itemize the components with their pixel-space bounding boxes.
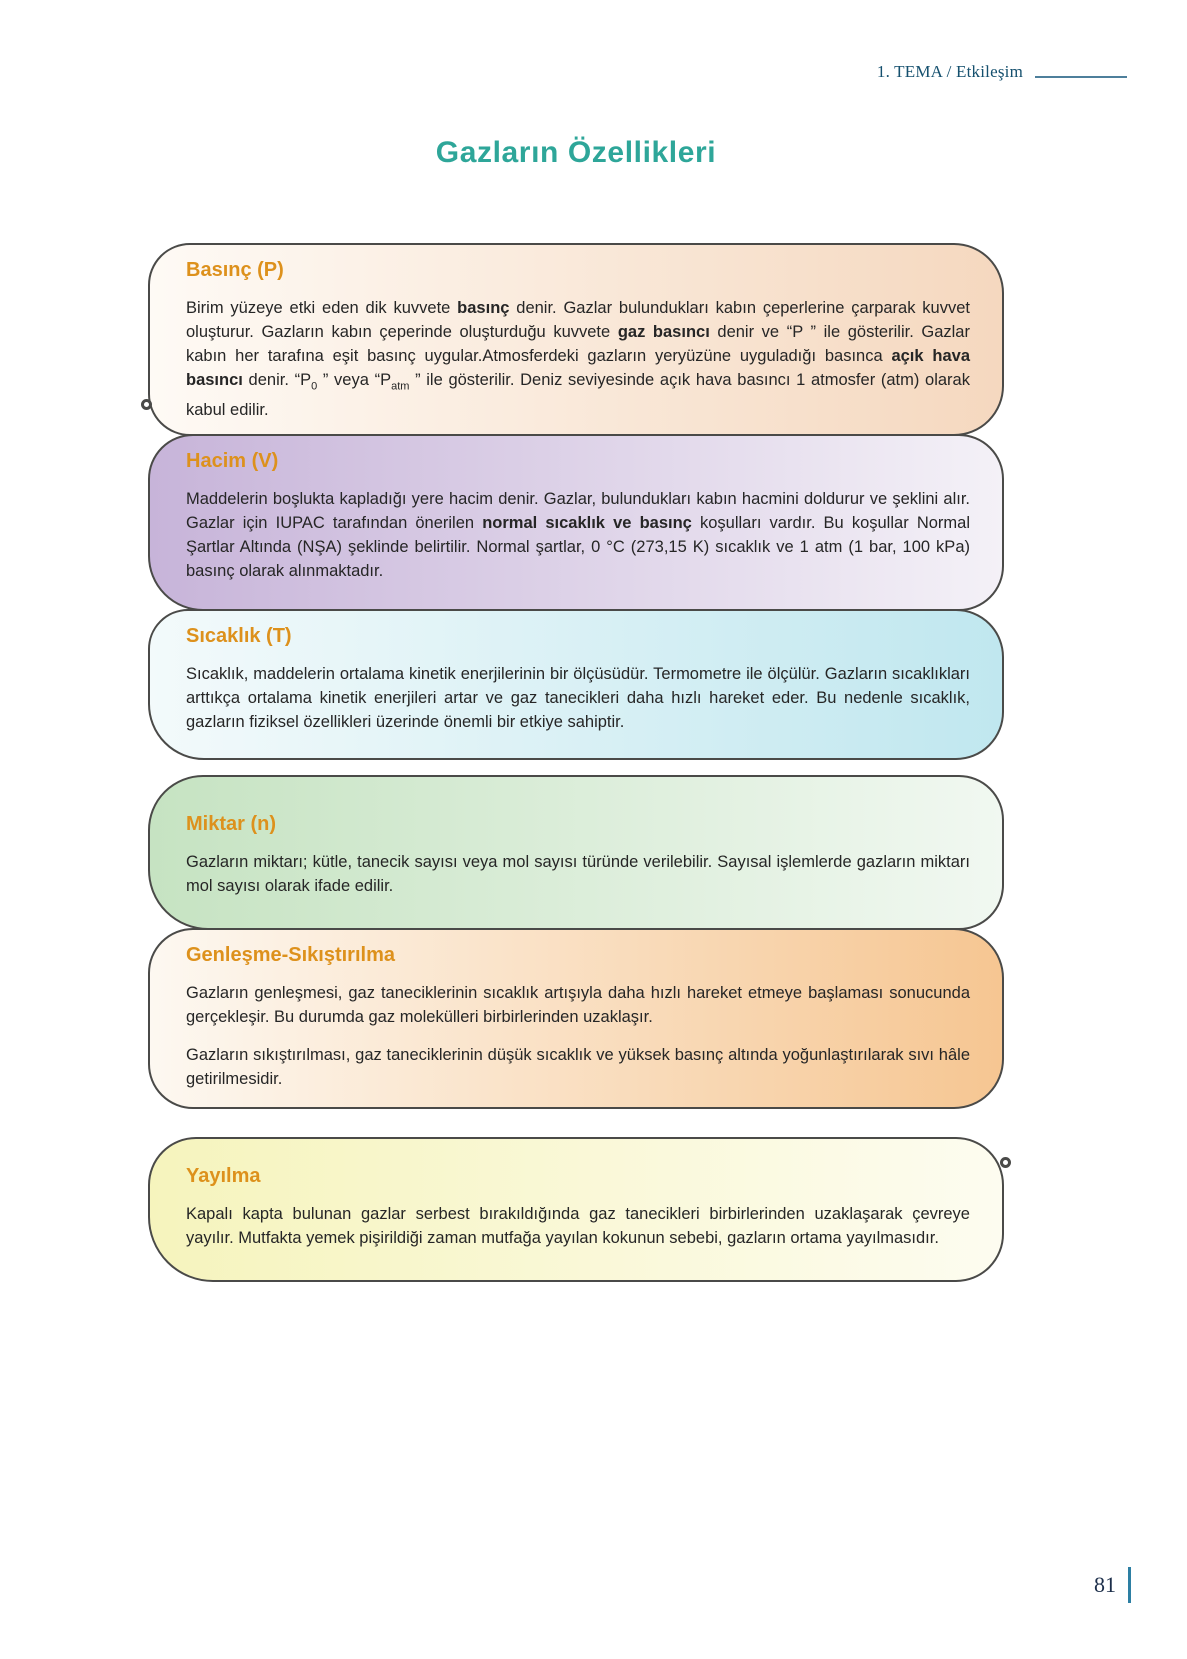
section-heading-genlesme-sikistirilma: Genleşme-Sıkıştırılma (186, 944, 395, 967)
page-number-rule (1128, 1567, 1131, 1603)
section-heading-yayilma: Yayılma (186, 1165, 261, 1188)
header-rule (1035, 76, 1127, 78)
theme-label: 1. TEMA / Etkileşim (876, 62, 1023, 81)
page-number: 81 (1094, 1572, 1116, 1597)
section-sicaklik (148, 609, 1004, 760)
running-head (877, 62, 1127, 82)
page-footer (1094, 1567, 1131, 1603)
section-heading-miktar: Miktar (n) (186, 813, 276, 836)
section-yayilma (148, 1137, 1004, 1282)
section-miktar (148, 775, 1004, 930)
section-paragraph: Gazların miktarı; kütle, tanecik sayısı veya mol sayısı türünde verilebilir. Sayısal işlemlerde gazların miktarı mol sayısı olarak ifade edilir. (186, 853, 970, 896)
section-hacim (148, 434, 1004, 611)
section-genlesme-sikistirilma (148, 928, 1004, 1109)
section-paragraph: Birim yüzeye etki eden dik kuvvete basınç denir. Gazlar bulundukları kabın çeperlerine çarparak kuvvet oluşturur. Gazların kabın çeperinde oluşturduğu kuvvete gaz basıncı denir ve “P ” ile gösterilir. Gazlar kabın her tarafına eşit basınç uygular.Atmosferdeki gazların yeryüzüne uyguladığı basınca açık hava basıncı denir. “$P_0$ ” veya “$P_{atm}$ ” ile gösterilir. Deniz seviyesinde açık hava basıncı 1 atmosfer (atm) olarak kabul edilir. (186, 299, 970, 420)
section-heading-basinc: Basınç (P) (186, 259, 284, 281)
sections-container (148, 243, 1004, 1282)
connector-dot (1000, 1157, 1011, 1168)
section-paragraph: Sıcaklık, maddelerin ortalama kinetik enerjilerinin bir ölçüsüdür. Termometre ile ölçülür. Gazların sıcaklıkları arttıkça ortalama kinetik enerjileri artar ve gaz tanecikleri daha hızlı hareket eder. Bu nedenle sıcaklık, gazların fiziksel özellikleri üzerinde önemli bir etkiye sahiptir. (186, 665, 970, 732)
page-title: Gazların Özellikleri (435, 136, 717, 169)
connector-dot (141, 399, 152, 410)
section-paragraph: Maddelerin boşlukta kapladığı yere hacim denir. Gazlar, bulundukları kabın hacmini doldurur ve şeklini alır. Gazlar için IUPAC tarafından önerilen normal sıcaklık ve basınç koşulları vardır. Bu koşullar Normal Şartlar Altında (NŞA) şeklinde belirtilir. Normal şartlar, 0 °C (273,15 K) sıcaklık ve 1 atm (1 bar, 100 kPa) basınç olarak alınmaktadır. (186, 490, 970, 581)
section-paragraph: Gazların genleşmesi, gaz taneciklerinin sıcaklık artışıyla daha hızlı hareket etmeye başlaması sonucunda gerçekleşir. Bu durumda gaz molekülleri birbirlerinden uzaklaşır. (186, 984, 970, 1027)
section-heading-hacim: Hacim (V) (186, 450, 279, 473)
section-paragraph: Kapalı kapta bulunan gazlar serbest bırakıldığında gaz tanecikleri birbirlerinden uzaklaşarak çevreye yayılır. Mutfakta yemek pişirildiği zaman mutfağa yayılan kokunun sebebi, gazların ortama yayılmasıdır. (186, 1205, 970, 1248)
section-paragraph: Gazların sıkıştırılması, gaz taneciklerinin düşük sıcaklık ve yüksek basınç altında yoğunlaştırılarak sıvı hâle getirilmesidir. (186, 1046, 970, 1089)
section-basinc (148, 243, 1004, 436)
section-heading-sicaklik: Sıcaklık (T) (186, 625, 292, 648)
